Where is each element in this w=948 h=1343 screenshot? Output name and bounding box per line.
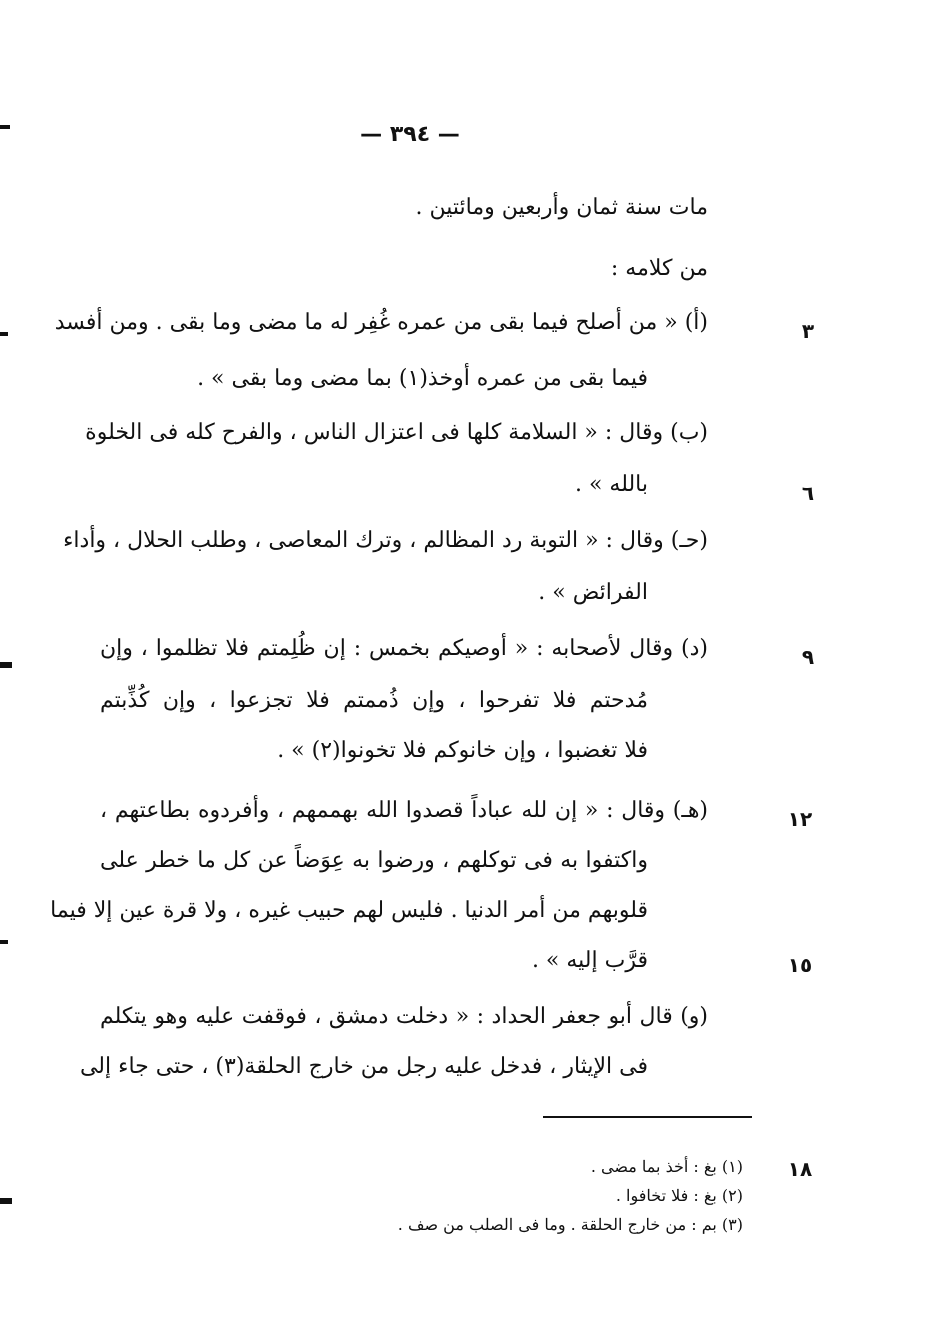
scan-edge-mark — [0, 332, 8, 336]
scan-edge-mark — [0, 1198, 12, 1204]
line-number: ١٨ — [787, 1157, 813, 1181]
line-number: ٦ — [801, 481, 815, 505]
body-line: (أ) « من أصلح فيما بقى من عمره غُفِر له ما مضى وما بقى . ومن أفسد — [54, 310, 708, 335]
line-number: ٩ — [801, 645, 815, 669]
scan-edge-mark — [0, 940, 8, 944]
body-line: (هـ) وقال : « إن لله عباداً قصدوا الله بهممهم ، وأفردوه بطاعتهم ، — [100, 798, 708, 823]
line-number: ٣ — [801, 319, 815, 343]
body-line: قرَّب إليه » . — [531, 948, 648, 973]
body-line: من كلامه : — [610, 256, 708, 281]
line-number: ١٥ — [787, 953, 813, 977]
body-line: فلا تغضبوا ، وإن خانوكم فلا تخونوا(٢) » . — [277, 738, 648, 763]
line-number: ١٢ — [787, 807, 813, 831]
footnote: (٣) بم : من خارج الحلقة . وما فى الصلب من صف . — [397, 1215, 743, 1234]
body-line: مات سنة ثمان وأربعين ومائتين . — [415, 195, 708, 220]
body-line: (ب) وقال : « السلامة كلها فى اعتزال الناس ، والفرح كله فى الخلوة — [85, 420, 708, 445]
body-line: الفرائض » . — [538, 580, 648, 605]
footnote: (٢) بغ : فلا تخافوا . — [615, 1186, 743, 1205]
scan-edge-mark — [0, 662, 12, 668]
body-line: (و) قال أبو جعفر الحداد : « دخلت دمشق ، فوقفت عليه وهو يتكلم — [100, 1004, 708, 1029]
body-line: قلوبهم من أمر الدنيا . فليس لهم حبيب غيره ، ولا قرة عين إلا فيما — [50, 898, 648, 923]
body-line: (د) وقال لأصحابه : « أوصيكم بخمس : إن ظُلِمتم فلا تظلموا ، وإن — [100, 636, 708, 661]
body-line: مُدحتم فلا تفرحوا ، وإن ذُممتم فلا تجزعوا ، وإن كُذِّبتم — [100, 688, 648, 713]
body-line: بالله » . — [574, 472, 648, 497]
body-line: فى الإيثار ، فدخل عليه رجل من خارج الحلقة(٣) ، حتى جاء إلى — [79, 1054, 648, 1079]
body-line: واكتفوا به فى توكلهم ، ورضوا به عِوَضاً عن كل ما خطر على — [100, 848, 648, 873]
footnote-separator — [543, 1116, 752, 1118]
body-line: (حـ) وقال : « التوبة رد المظالم ، وترك المعاصى ، وطلب الحلال ، وأداء — [63, 528, 708, 553]
page-number: — ٣٩٤ — — [360, 122, 460, 147]
footnote: (١) بغ : أخذ بما مضى . — [590, 1157, 743, 1176]
body-line: فيما بقى من عمره أوخذ(١) بما مضى وما بقى » . — [197, 366, 648, 391]
scan-edge-mark — [0, 125, 10, 129]
